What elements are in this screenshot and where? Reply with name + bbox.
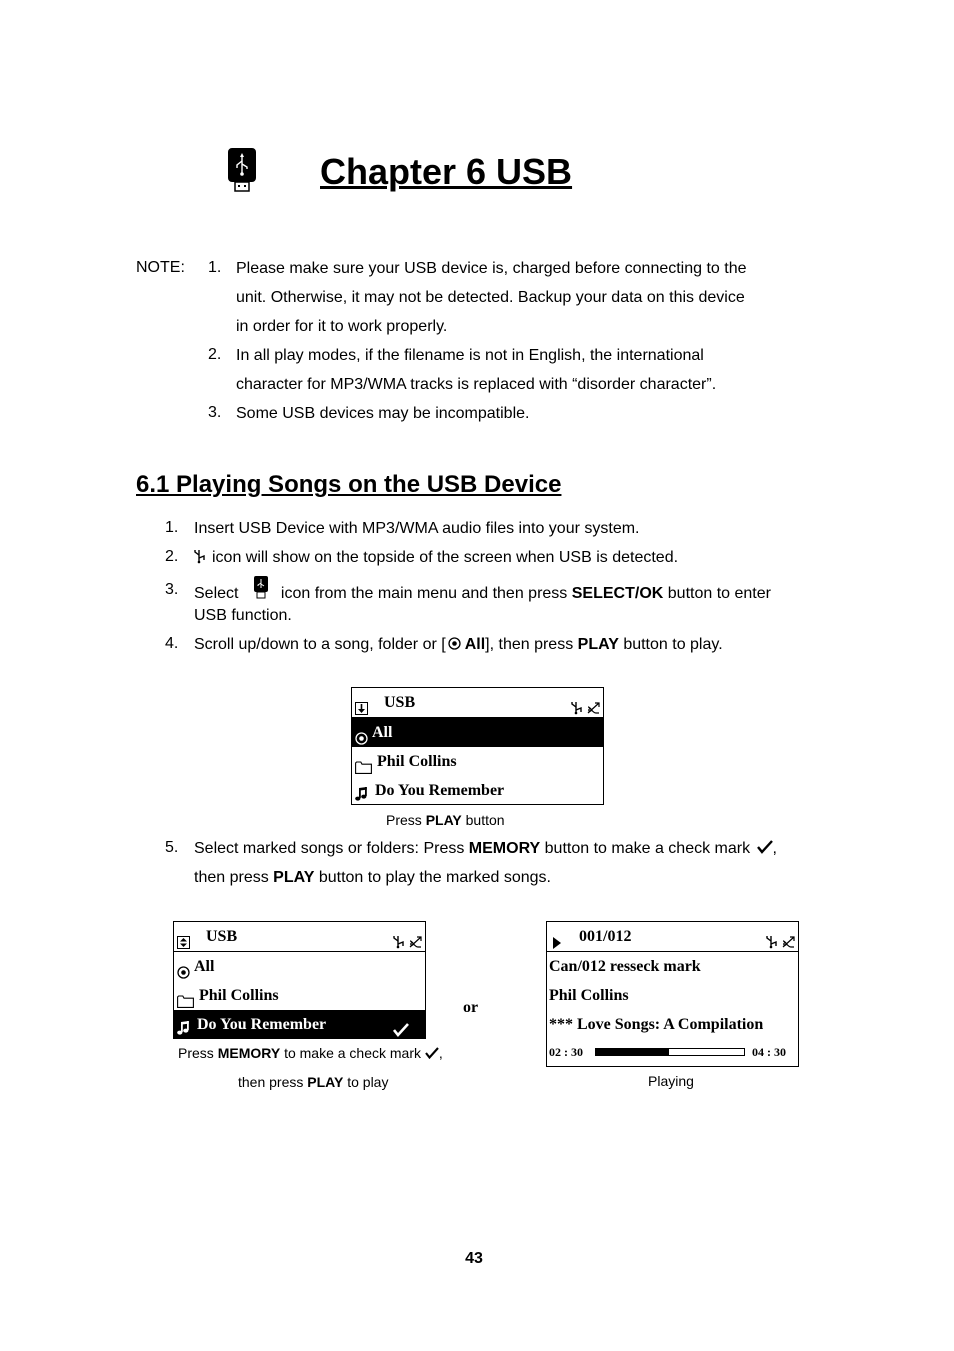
note-item-number: 2. [208,346,222,363]
caption-post: button [465,812,505,828]
list-item-label: All [194,958,215,975]
screen-header [352,688,603,718]
track-title-text: Can/012 resseck mark [549,958,701,975]
screen-1-caption [386,811,505,829]
step-5-tail: , [772,840,777,857]
caption-button-name: PLAY [307,1074,344,1090]
usb-memory-screen [173,921,426,1039]
track-album-text: *** Love Songs: A Compilation [549,1016,764,1033]
step-number: 5. [165,839,179,856]
note-item-2 [236,341,796,399]
step-3-pre: Select [194,585,239,602]
usb-connected-icon [194,545,208,561]
or-label: or [463,999,479,1016]
music-note-icon [177,1017,190,1046]
step-3-mid: icon from the main menu and then press [280,585,568,602]
note-item-number: 1. [208,259,222,276]
list-item[interactable] [174,981,425,1010]
total-time: 04 : 30 [752,1045,786,1059]
note-item-number: 3. [208,404,222,421]
step-4 [194,630,723,659]
note-line: in order for it to work properly. [236,318,448,335]
note-line: character for MP3/WMA tracks is replaced with “disorder character”. [236,376,717,393]
step-number: 2. [165,548,179,565]
elapsed-time: 02 : 30 [549,1045,583,1059]
screen-header-title: USB [206,928,238,945]
usb-browser-screen [351,687,604,805]
list-item[interactable] [352,776,603,805]
check-mark-icon [757,835,773,849]
list-item-label: Phil Collins [377,753,457,770]
step-5-button-name: MEMORY [468,840,541,857]
caption-button-name: PLAY [425,812,462,828]
step-3-line-2: USB function. [194,607,292,624]
step-3-post: button to enter [667,585,771,602]
step-2-text: icon will show on the topside of the screen when USB is detected. [212,549,679,566]
chapter-title: Chapter 6 USB [320,151,573,192]
step-number: 3. [165,581,179,598]
target-icon [448,631,461,644]
step-5-pre: Select marked songs or folders: Press [194,840,465,857]
step-5-line-2-button-name: PLAY [273,869,315,886]
step-4-pre: Scroll up/down to a song, folder or [ [194,636,446,653]
step-4-all: All [464,636,486,653]
screen-header-title: USB [384,694,416,711]
now-playing-screen [546,921,799,1067]
caption-pre: Press [386,812,422,828]
list-item-label: Do You Remember [197,1016,327,1033]
music-note-icon [355,783,368,812]
usb-drive-icon [227,147,257,193]
track-counter: 001/012 [579,928,632,945]
screen-2-caption-line-2 [238,1073,388,1091]
list-item[interactable] [174,1010,425,1039]
step-4-button-name: PLAY [577,636,619,653]
step-number: 4. [165,635,179,652]
caption-pre: Press [178,1045,214,1061]
caption-post: to make a check mark [284,1045,421,1061]
check-mark-icon [393,1018,409,1047]
note-line: unit. Otherwise, it may not be detected. Backup your data on this device [236,289,745,306]
check-mark-icon [425,1045,439,1057]
note-line: In all play modes, if the filename is not in English, the international [236,347,704,364]
playback-progress-row [547,1038,798,1066]
step-number: 1. [165,519,179,536]
usb-menu-icon [253,576,269,600]
section-title: 6.1 Playing Songs on the USB Device [136,471,562,498]
track-artist-text: Phil Collins [549,987,629,1004]
list-item[interactable] [352,747,603,776]
track-artist [547,981,798,1010]
screen-header [547,922,798,952]
track-album [547,1010,798,1039]
step-1-text: Insert USB Device with MP3/WMA audio files into your system. [194,520,640,537]
screen-2-caption-line-1 [178,1044,443,1062]
note-line: Some USB devices may be incompatible. [236,405,530,422]
screen-3-caption: Playing [648,1073,694,1089]
step-4-post: button to play. [623,636,723,653]
step-4-mid: ], then press [485,636,574,653]
note-item-3 [236,399,796,428]
step-5 [194,834,777,863]
list-item-label: Do You Remember [375,782,505,799]
caption-tail: , [438,1045,443,1061]
track-title [547,952,798,981]
note-label: NOTE: [136,259,185,276]
list-item-label: Phil Collins [199,987,279,1004]
step-5-line-2-post: button to play the marked songs. [318,869,551,886]
note-item-1 [236,254,796,341]
list-item-label: All [372,724,393,741]
page-number: 43 [465,1250,483,1267]
caption-post: to play [347,1074,389,1090]
step-5-post: button to make a check mark [544,840,751,857]
step-5-line-2 [194,863,551,892]
note-line: Please make sure your USB device is, charged before connecting to the [236,260,747,277]
screen-header [174,922,425,952]
step-3-button-name: SELECT/OK [571,585,664,602]
list-item[interactable] [352,718,603,747]
step-5-line-2-pre: then press [194,869,269,886]
progress-bar-fill [596,1049,669,1055]
list-item[interactable] [174,952,425,981]
caption-pre: then press [238,1074,304,1090]
caption-button-name: MEMORY [217,1045,281,1061]
progress-bar[interactable] [595,1048,745,1056]
step-2 [194,543,678,572]
